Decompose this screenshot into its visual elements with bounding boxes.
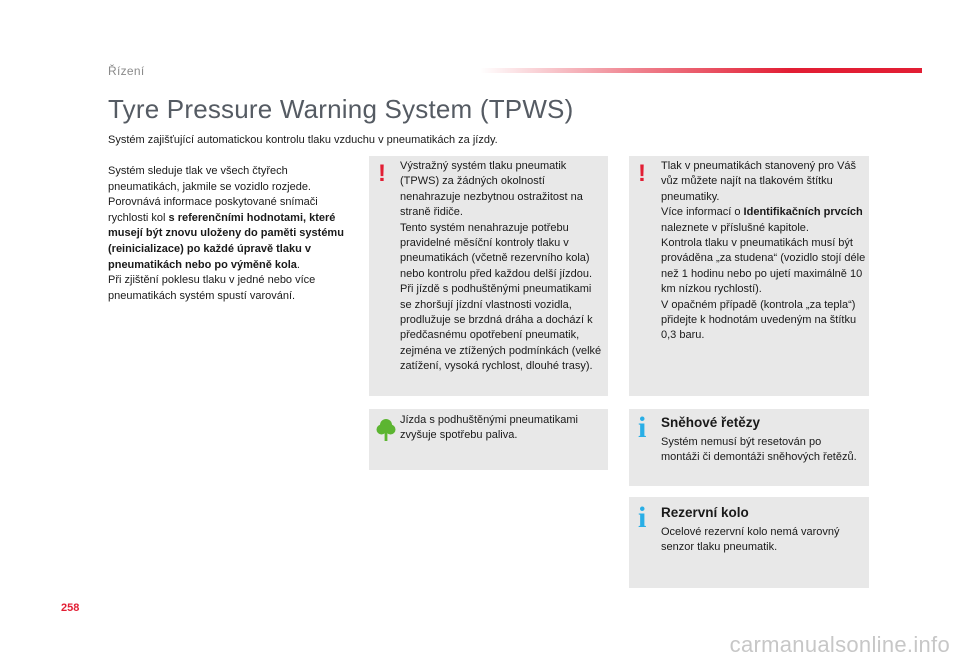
eco-box [369, 409, 608, 470]
section-label: Řízení [108, 64, 145, 78]
intro-p2: Porovnává informace poskytované snímači rychlosti kol [108, 196, 318, 224]
warning2-p3: Kontrola tlaku v pneumatikách musí být prováděna „za studena“ (vozidlo stojí déle než 1 hodinu nebo po ujetí maximálně 10 km nízkou rychlostí). [661, 237, 866, 296]
warning2-p2-bold: Identifikačních prvcích [743, 206, 863, 219]
eco-box-text: Jízda s podhuštěnými pneumatikami zvyšuje spotřebu paliva. [400, 414, 578, 442]
watermark: carmanualsonline.info [729, 632, 950, 657]
snow-chains-heading: Sněhové řetězy [661, 415, 761, 430]
warning-box-tpws [369, 156, 608, 396]
intro-p1: Systém sleduje tlak ve všech čtyřech pneumatikách, jakmile se vozidlo rozjede. [108, 165, 311, 193]
info-icon: i [638, 501, 647, 534]
warning1-p1: Výstražný systém tlaku pneumatik (TPWS) za žádných okolností nenahrazuje nezbytnou ostražitost na straně řidiče. [400, 160, 583, 219]
snow-chains-text: Systém nemusí být resetován po montáži či demontáži sněhových řetězů. [661, 436, 857, 464]
spare-wheel-text: Ocelové rezervní kolo nemá varovný senzor tlaku pneumatik. [661, 526, 840, 554]
warning-box-pressure [629, 156, 869, 396]
exclamation-icon: ! [638, 160, 646, 187]
warning2-p2-start: Více informací o [661, 206, 744, 219]
intro-p2-bold: s referenčními hodnotami, které musejí být znovu uloženy do paměti systému (reinicializace) po každé úpravě tlaku v pneumatikách nebo po výměně kola [108, 211, 344, 271]
warning2-p4: V opačném případě (kontrola „za tepla“) přidejte k hodnotám uvedeným na štítku 0,3 baru. [661, 298, 857, 342]
warning2-p2-end: naleznete v příslušné kapitole. [661, 221, 809, 234]
intro-p3: Při zjištění poklesu tlaku v jedné nebo více pneumatikách systém spustí varování. [108, 274, 316, 302]
exclamation-icon: ! [378, 160, 386, 187]
snow-chains-box [629, 409, 869, 486]
warning2-p1: Tlak v pneumatikách stanovený pro Váš vůz můžete najít na tlakovém štítku pneumatiky. [661, 160, 857, 203]
page-title: Tyre Pressure Warning System (TPWS) [108, 94, 574, 124]
spare-wheel-box [629, 497, 869, 588]
warning1-p2: Tento systém nenahrazuje potřebu pravidelné měsíční kontroly tlaku v pneumatikách (včetně rezervního kola) nebo kontrolu před každou delší jízdou. [400, 221, 593, 280]
warning1-p3: Při jízdě s podhuštěnými pneumatikami se zhoršují jízdní vlastnosti vozidla, prodlužuje se brzdná dráha a dochází k předčasnému opotřebení pneumatik, zejména ve ztížených podmínkách (velké zatížení, vysoká rychlost, dlouhé trasy). [400, 283, 602, 373]
info-icon: i [638, 411, 647, 444]
intro-p2-end: . [296, 258, 300, 271]
tree-icon [376, 418, 396, 442]
page-number: 258 [61, 602, 80, 614]
intro-text [108, 164, 356, 304]
warning-box-pressure-text [661, 159, 866, 344]
spare-wheel-heading: Rezervní kolo [661, 505, 749, 520]
warning-box-tpws-text [400, 159, 604, 375]
page-subtitle: Systém zajišťující automatickou kontrolu tlaku vzduchu v pneumatikách za jízdy. [108, 134, 498, 146]
header-rule [480, 68, 922, 73]
